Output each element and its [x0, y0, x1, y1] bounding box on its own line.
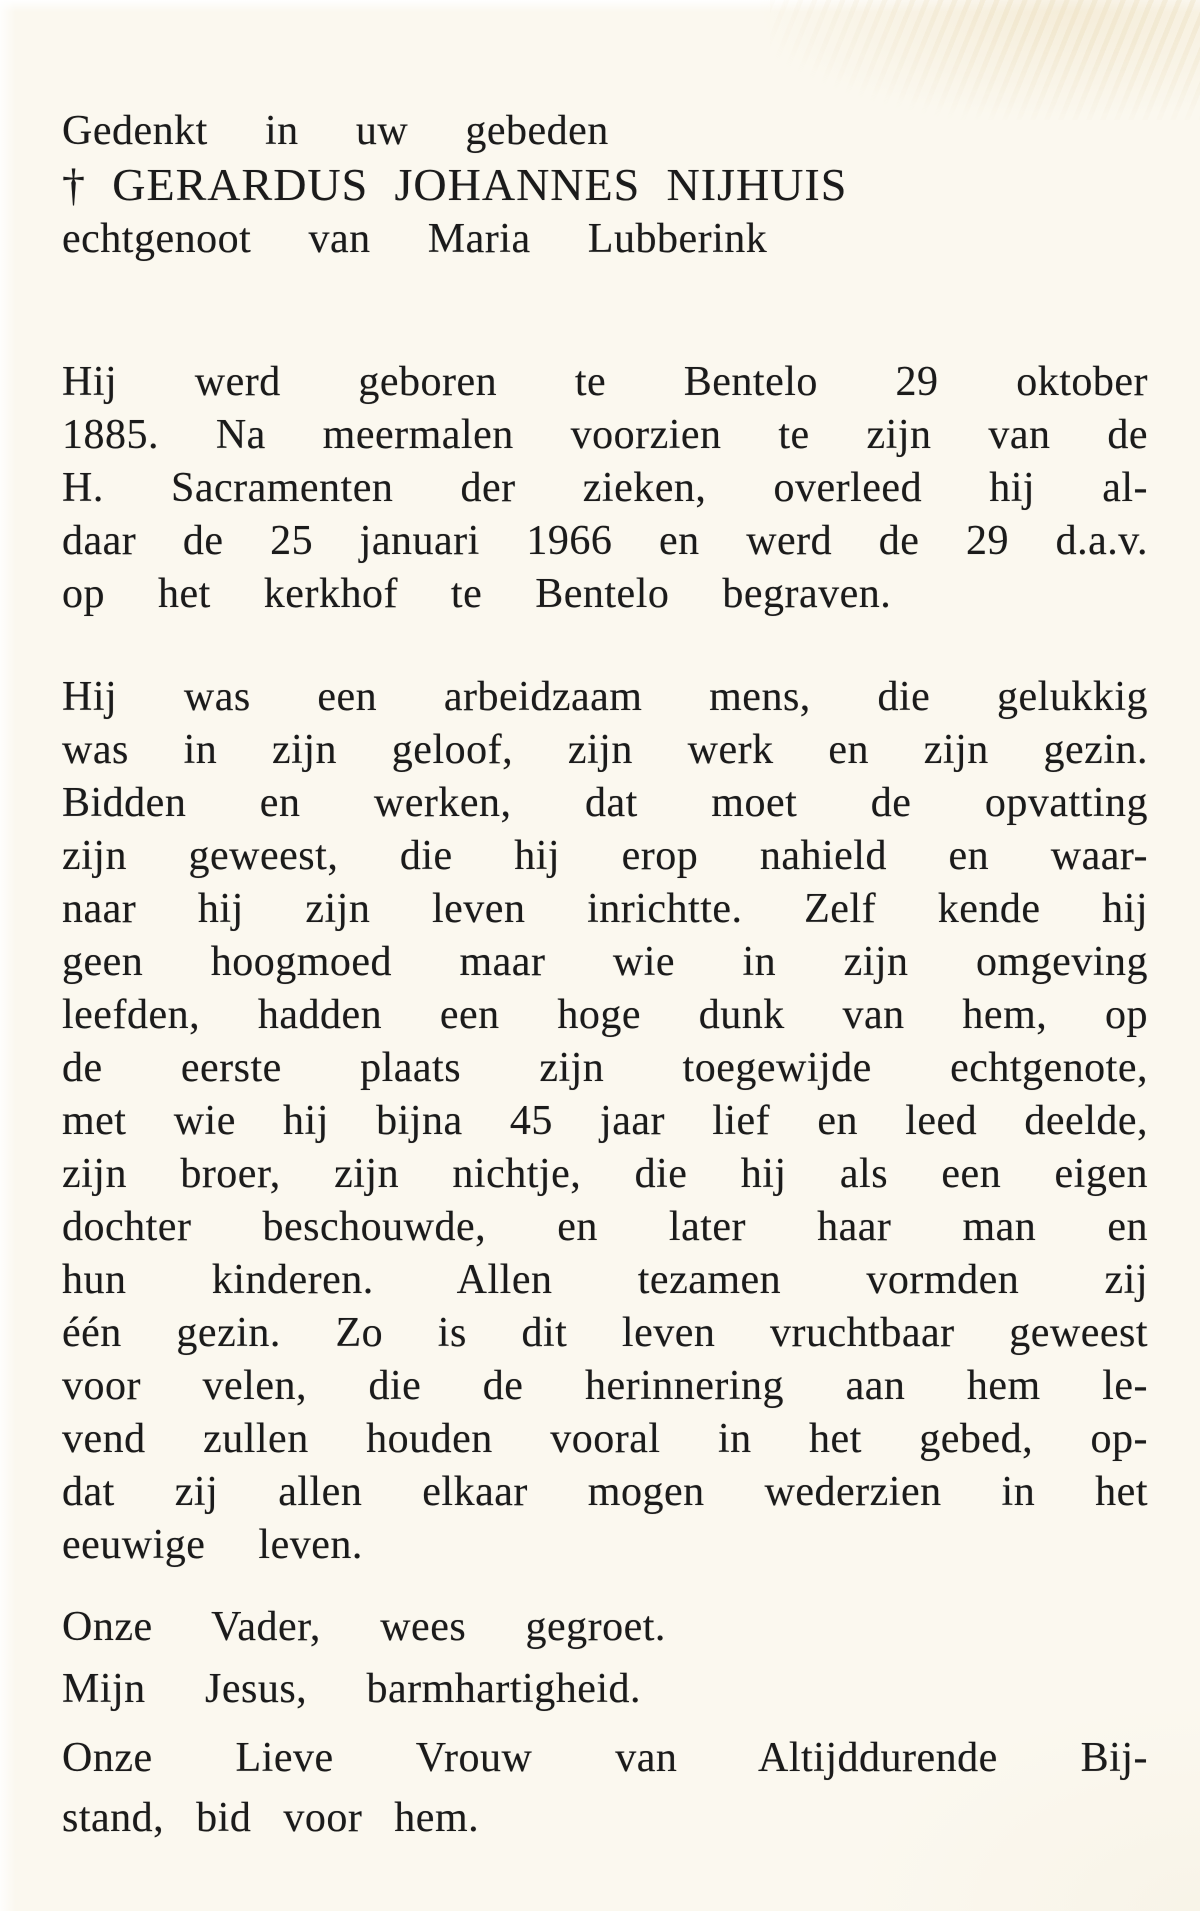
- text-line: eeuwige leven.: [62, 1522, 363, 1568]
- text-line: vend zullen houden vooral in het gebed, op-: [62, 1416, 1148, 1462]
- text-line: dochter beschouwde, en later haar man en: [62, 1204, 1148, 1250]
- text-line: met wie hij bijna 45 jaar lief en leed deelde,: [62, 1098, 1148, 1144]
- text-line: daar de 25 januari 1966 en werd de 29 d.a.v.: [62, 518, 1148, 564]
- card-header: [62, 104, 1148, 266]
- text-line: de eerste plaats zijn toegewijde echtgenote,: [62, 1045, 1148, 1091]
- text-line: was in zijn geloof, zijn werk en zijn gezin.: [62, 727, 1148, 773]
- text-line: geen hoogmoed maar wie in zijn omgeving: [62, 939, 1148, 985]
- text-line: leefden, hadden een hoge dunk van hem, op: [62, 992, 1148, 1038]
- text-line: zijn broer, zijn nichtje, die hij als een eigen: [62, 1151, 1148, 1197]
- prayer-line: Onze Lieve Vrouw van Altijddurende Bij-: [62, 1735, 1148, 1781]
- prayer-line: stand, bid voor hem.: [62, 1795, 480, 1841]
- text-line: op het kerkhof te Bentelo begraven.: [62, 571, 892, 617]
- prayer-invocations: [62, 1596, 1148, 1720]
- text-line: dat zij allen elkaar mogen wederzien in het: [62, 1469, 1148, 1515]
- prayer-line: Mijn Jesus, barmhartigheid.: [62, 1666, 642, 1712]
- prayer-line: Onze Vader, wees gegroet.: [62, 1604, 666, 1650]
- text-line: zijn geweest, die hij erop nahield en waar-: [62, 833, 1148, 879]
- text-line: naar hij zijn leven inrichtte. Zelf kende hij: [62, 886, 1148, 932]
- birth-death-paragraph: [62, 356, 1148, 621]
- text-line: Hij werd geboren te Bentelo 29 oktober: [62, 359, 1148, 405]
- paper-texture: [770, 0, 1200, 120]
- life-story-paragraph: [62, 671, 1148, 1572]
- text-line: 1885. Na meermalen voorzien te zijn van de: [62, 412, 1148, 458]
- prayer-our-lady: [62, 1728, 1148, 1848]
- text-line: hun kinderen. Allen tezamen vormden zij: [62, 1257, 1148, 1303]
- text-line: Hij was een arbeidzaam mens, die gelukkig: [62, 674, 1148, 720]
- spouse-line: echtgenoot van Maria Lubberink: [62, 216, 768, 262]
- text-line: H. Sacramenten der zieken, overleed hij al-: [62, 465, 1148, 511]
- text-line: voor velen, die de herinnering aan hem le-: [62, 1363, 1148, 1409]
- text-line: één gezin. Zo is dit leven vruchtbaar geweest: [62, 1310, 1148, 1356]
- text-line: Bidden en werken, dat moet de opvatting: [62, 780, 1148, 826]
- deceased-name-line: † GERARDUS JOHANNES NIJHUIS: [62, 159, 848, 210]
- remembrance-line: Gedenkt in uw gebeden: [62, 108, 609, 154]
